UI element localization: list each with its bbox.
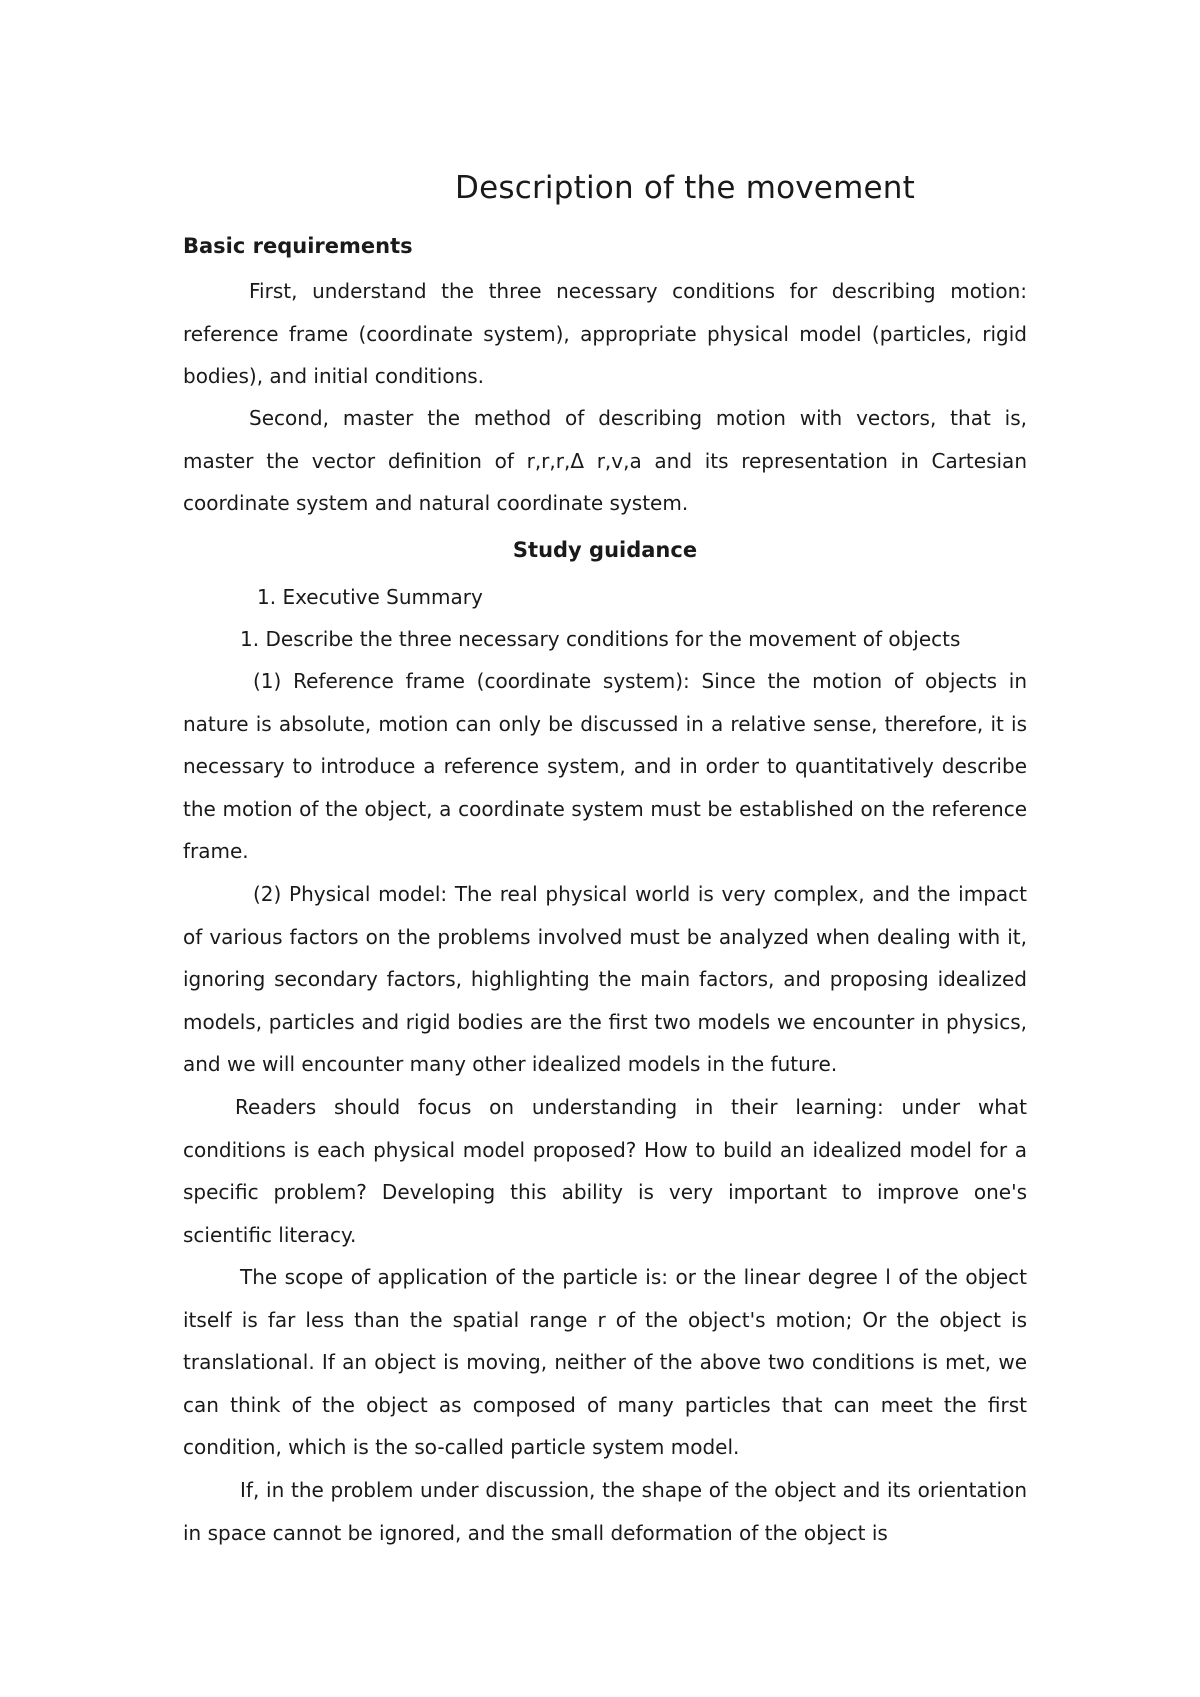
paragraph: The scope of application of the particle is: or the linear degree l of the object itself is far less than the spatial range r of the object's motion; Or the object is translational. If an object is moving, neither of the above two conditions is met, we can think of the object as composed of many particles that can meet the first condition, which is the so-called particle system model. (183, 1265, 1027, 1459)
paragraph: (2) Physical model: The real physical world is very complex, and the impact of various factors on the problems involved must be analyzed when dealing with it, ignoring secondary factors, highlighting the main factors, and proposing idealized models, particles and rigid bodies are the first two models we encounter in physics, and we will encounter many other idealized models in the future. (183, 882, 1027, 1076)
paragraph: If, in the problem under discussion, the shape of the object and its orientation in space cannot be ignored, and the small deformation of the object is (183, 1478, 1027, 1545)
list-item: 1. Executive Summary (257, 585, 483, 609)
paragraph: Readers should focus on understanding in their learning: under what conditions is each physical model proposed? How to build an idealized model for a specific problem? Developing this ability is very important to improve one's scientific literacy. (183, 1095, 1027, 1247)
paragraph: (1) Reference frame (coordinate system): Since the motion of objects in nature is absolute, motion can only be discussed in a relative sense, therefore, it is necessary to introduce a reference system, and in order to quantitatively describe the motion of the object, a coordinate system must be established on the reference frame. (183, 669, 1027, 863)
paragraph: Second, master the method of describing motion with vectors, that is, master the vector definition of r,r,r,Δ r,v,a and its representation in Cartesian coordinate system and natural coordinate system. (183, 406, 1027, 515)
paragraph: First, understand the three necessary conditions for describing motion: reference frame (coordinate system), appropriate physical model (particles, rigid bodies), and initial conditions. (183, 279, 1027, 388)
list-item: 1. Describe the three necessary conditions for the movement of objects (240, 627, 961, 651)
section-heading-study-guidance: Study guidance (512, 538, 698, 562)
section-heading-basic-requirements: Basic requirements (183, 234, 413, 258)
page-title: Description of the movement (455, 170, 915, 206)
